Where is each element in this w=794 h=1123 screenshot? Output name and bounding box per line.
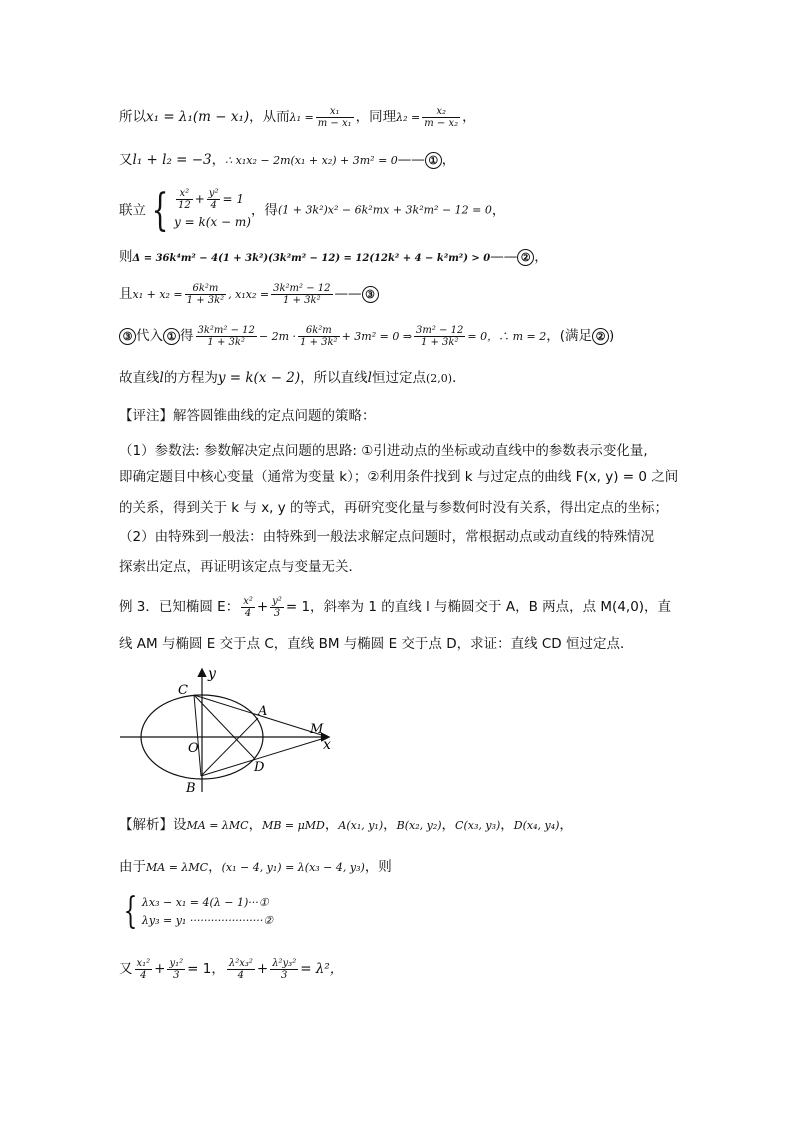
text: 【解析】设	[119, 817, 187, 833]
plus: +	[256, 961, 269, 977]
fraction	[241, 596, 255, 619]
text: 又	[119, 152, 133, 168]
fraction	[271, 283, 332, 306]
formula: λ₁ =	[289, 111, 314, 124]
text: ，	[208, 859, 222, 875]
denominator: 4	[244, 608, 252, 619]
solution-line-2	[119, 857, 392, 878]
numerator: 6k²m	[185, 283, 227, 295]
point-B: B(x₂, y₂)	[396, 819, 442, 832]
text: 又	[119, 961, 133, 977]
label-x: x	[323, 737, 331, 753]
text: = λ²，	[300, 961, 344, 977]
plus: +	[256, 599, 269, 615]
numerator: y²	[208, 188, 219, 199]
denominator: 3	[273, 608, 281, 619]
derivation-line-5	[119, 283, 379, 306]
numerator: y²	[272, 596, 282, 607]
fraction	[185, 283, 227, 306]
denominator: 4	[237, 970, 245, 981]
fraction	[270, 958, 298, 981]
numerator: 3k²m² − 12	[273, 283, 331, 294]
formula: (x₁ − 4, y₁) = λ(x₃ − 4, y₃)	[221, 861, 365, 874]
text: ，	[500, 817, 514, 833]
denominator: 1 + 3k²	[186, 295, 225, 306]
text: 则	[119, 249, 133, 265]
fraction	[167, 958, 185, 981]
denominator: 1 + 3k²	[300, 337, 338, 348]
text: ，	[491, 202, 506, 219]
fraction	[316, 106, 354, 129]
denominator: m − x₁	[317, 118, 352, 129]
text: = 1，斜率为 1 的直线 l 与椭圆交于 A，B 两点，点 M(4,0)，直	[285, 599, 672, 615]
numerator: 6k²m	[298, 325, 340, 337]
formula: x₁ = λ₁(m − x₁)	[146, 109, 250, 125]
numerator: y₁²	[169, 958, 184, 969]
dash: ——	[490, 249, 518, 265]
fraction	[298, 325, 340, 348]
comment-line: 探索出定点，再证明该定点与变量无关．	[119, 559, 362, 575]
formula: + 3m² = 0 ⇒	[341, 330, 413, 343]
formula: MA = λMC	[146, 861, 209, 874]
plus: +	[194, 192, 205, 206]
comment-line: 的关系，得到关于 k 与 x, y 的等式，再研究变化量与参数何时没有关系，得出定点的坐标；	[119, 500, 669, 516]
label-M: M	[310, 722, 324, 737]
text: ，得	[250, 202, 278, 219]
label-C: C	[178, 683, 188, 698]
numerator: 3k²m² − 12	[197, 325, 255, 336]
circled-number: ②	[592, 328, 609, 345]
numerator: x²	[176, 188, 193, 200]
derivation-line-1	[119, 106, 476, 129]
circled-number: ②	[517, 249, 534, 266]
fraction	[176, 188, 193, 211]
circled-number: ③	[119, 328, 136, 345]
circled-number: ①	[163, 328, 180, 345]
label-A: A	[258, 704, 268, 719]
derivation-line-4	[119, 247, 548, 269]
text: 的方程为	[163, 370, 218, 386]
text: ，	[559, 817, 573, 833]
fraction	[207, 188, 221, 211]
text: = 1，	[187, 961, 225, 977]
formula: = 0	[467, 330, 488, 343]
var: l	[159, 370, 164, 386]
formula: (1 + 3k²)x² − 6k²mx + 3k²m² − 12 = 0	[277, 203, 492, 217]
example-line-1	[119, 596, 671, 619]
plus: +	[154, 961, 166, 977]
text: ，	[211, 152, 226, 168]
text: 故直线	[119, 370, 160, 386]
numerator: x²	[243, 596, 253, 607]
formula: − 2m ·	[258, 330, 297, 343]
text: ，	[248, 817, 263, 833]
text: ，	[441, 152, 456, 168]
text: 例 3．已知椭圆 E：	[119, 599, 240, 615]
equation-system	[142, 894, 273, 930]
text: 所以	[119, 109, 146, 125]
text: 代入	[136, 328, 163, 344]
text: ．	[452, 370, 466, 386]
formula: x₁ + x₂ =	[132, 288, 183, 301]
equation-system	[174, 188, 251, 233]
equation-1: ∴ x₁x₂ − 2m(x₁ + x₂) + 3m² = 0	[225, 154, 398, 167]
label-O: O	[188, 741, 199, 756]
comment-line: （1）参数法: 参数解决定点问题的思路: ①引进动点的坐标或动直线中的参数表示变化量,	[119, 443, 648, 459]
numerator: x₁²	[136, 958, 151, 969]
formula: MB = μMD	[262, 819, 325, 832]
text: ，	[383, 817, 397, 833]
point-A: A(x₁, y₁)	[338, 819, 384, 832]
rhs: = 1	[222, 192, 244, 206]
line-CB	[194, 695, 201, 776]
formula: (2,0)	[426, 372, 453, 385]
numerator: x₁	[316, 106, 354, 118]
text: 得	[180, 328, 194, 344]
left-brace: {	[151, 184, 169, 236]
denominator: 3	[281, 970, 288, 981]
denominator: 4	[140, 970, 147, 981]
fraction	[227, 958, 255, 981]
fraction	[196, 325, 257, 348]
formula: ，∴ m = 2	[487, 330, 547, 343]
label-D: D	[254, 760, 265, 775]
derivation-line-7	[119, 368, 466, 389]
formula: l₁ + l₂ = −3	[132, 152, 212, 168]
ellipse-figure	[118, 664, 348, 798]
derivation-line-3	[119, 184, 506, 236]
system-eq-2: y = k(x − m)	[174, 215, 251, 229]
text: 且	[119, 286, 133, 302]
text: ，所以直线	[300, 370, 368, 386]
circled-number: ①	[425, 152, 442, 169]
denominator: 12	[178, 200, 191, 211]
formula: y = k(x − 2)	[217, 370, 301, 386]
text: 由于	[119, 859, 146, 875]
text: 恒过定点	[372, 370, 426, 386]
solution-system	[119, 891, 274, 932]
circled-number: ③	[362, 286, 379, 303]
numerator: λ²y₃²	[272, 958, 297, 969]
comment-line: 即确定题目中核心变量（通常为变量 k）；②利用条件找到 k 与过定点的曲线 F(x, y) = 0 之间	[119, 469, 679, 485]
denominator: 1 + 3k²	[207, 337, 245, 348]
fraction	[135, 958, 153, 981]
comment-line: （2）由特殊到一般法：由特殊到一般法求解定点问题时，常根据动点或动直线的特殊情况	[119, 529, 655, 545]
formula: λ₂ =	[396, 111, 421, 124]
derivation-line-2	[119, 150, 455, 171]
system-eq-2: λy₃ = y₁ ·····················②	[141, 914, 274, 927]
numerator: λ²x₃²	[228, 958, 253, 969]
formula: Δ = 36k⁴m² − 4(1 + 3k²)(3k²m² − 12) = 12(12k² + 4 − k²m²) > 0	[132, 253, 491, 264]
denominator: 4	[210, 200, 217, 211]
numerator: x₂	[422, 106, 460, 118]
numerator: 3m² − 12	[416, 325, 464, 336]
fraction	[422, 106, 460, 129]
text: ，(满足	[546, 328, 593, 344]
dash: ——	[334, 286, 362, 302]
text: ，	[441, 817, 456, 833]
example-line-2: 线 AM 与椭圆 E 交于点 C，直线 BM 与椭圆 E 交于点 D，求证：直线 CD 恒过定点．	[119, 636, 634, 652]
text: ，	[462, 109, 476, 125]
comment-title: 【评注】解答圆锥曲线的定点问题的策略：	[119, 408, 376, 424]
denominator: 3	[173, 970, 180, 981]
denominator: 1 + 3k²	[420, 337, 459, 348]
text: ，	[324, 817, 339, 833]
formula: , x₁x₂ =	[228, 288, 270, 301]
derivation-line-6	[119, 325, 614, 348]
denominator: 1 + 3k²	[283, 295, 321, 306]
left-brace: {	[123, 891, 138, 932]
fraction	[414, 325, 465, 348]
text: ，从而	[249, 109, 290, 125]
text: )	[609, 328, 615, 344]
text: ，同理	[355, 109, 397, 125]
point-D: D(x₄, y₄)	[513, 819, 560, 832]
formula: MA = λMC	[186, 819, 249, 832]
system-eq-1: λx₃ − x₁ = 4(λ − 1)···①	[141, 896, 269, 909]
text: ，	[534, 249, 548, 265]
var: l	[367, 370, 372, 386]
dash: ——	[397, 152, 425, 168]
fraction	[270, 596, 284, 619]
label-B: B	[186, 781, 196, 796]
text: 联立	[119, 202, 146, 219]
solution-line-1	[119, 815, 573, 836]
label-y: y	[208, 666, 216, 682]
point-C: C(x₃, y₃)	[455, 819, 501, 832]
solution-line-3	[119, 958, 343, 981]
denominator: m − x₂	[424, 118, 459, 129]
text: ，则	[364, 859, 392, 875]
